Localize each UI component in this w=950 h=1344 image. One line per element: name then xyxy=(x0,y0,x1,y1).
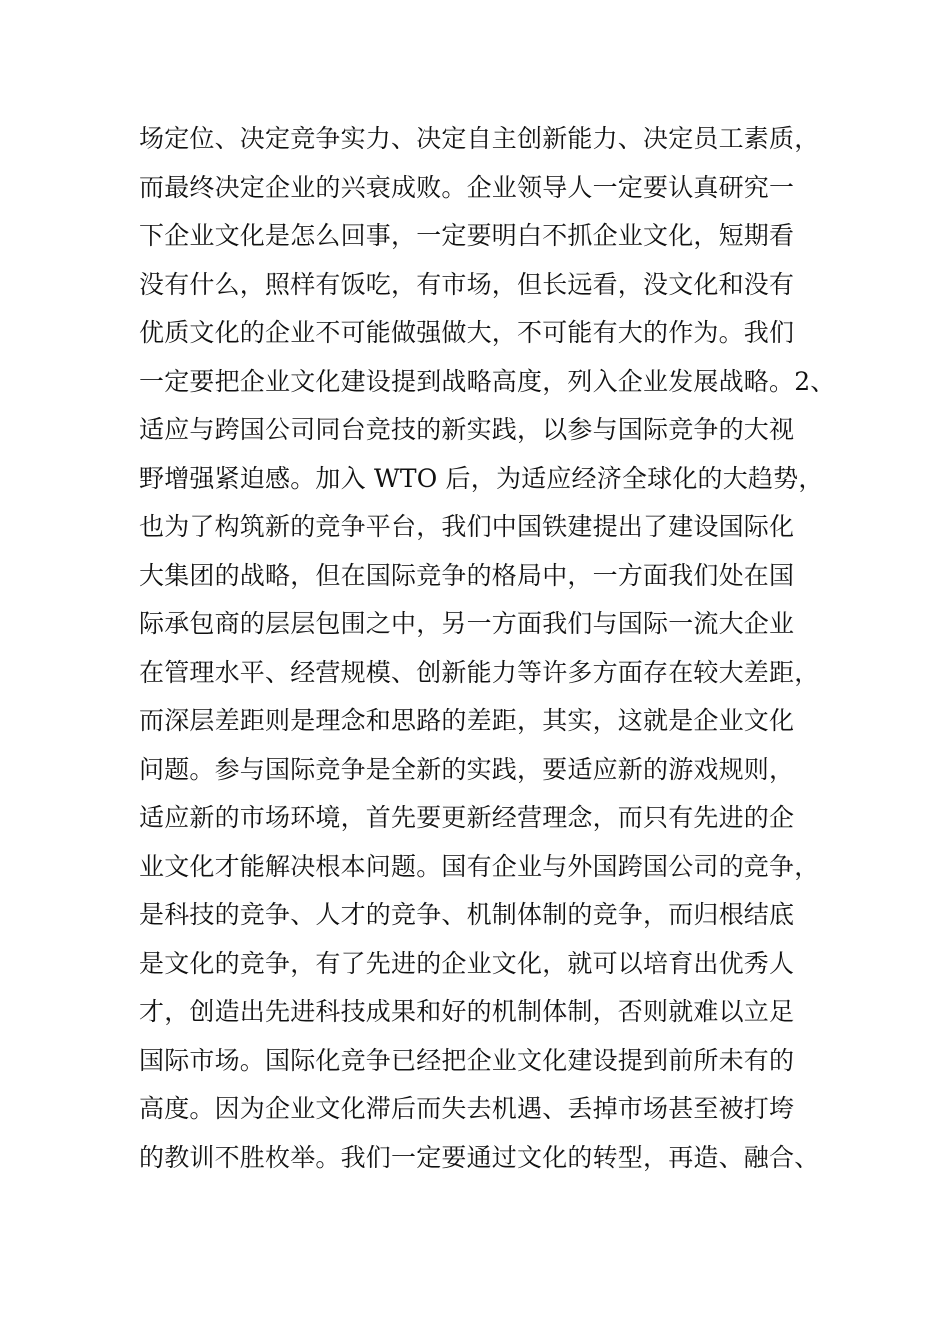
text-line: 业文化才能解决根本问题。国有企业与外国跨国公司的竞争， xyxy=(139,851,820,881)
text-line: 适应新的市场环境，首先要更新经营理念，而只有先进的企 xyxy=(139,803,795,832)
text-line: 没有什么，照样有饭吃，有市场，但长远看，没文化和没有 xyxy=(139,269,795,299)
text-line: 下企业文化是怎么回事，一定要明白不抓企业文化，短期看 xyxy=(139,221,795,250)
text-line: 也为了构筑新的竞争平台，我们中国铁建提出了建设国际化 xyxy=(139,512,795,541)
text-line: 际承包商的层层包围之中，另一方面我们与国际一流大企业 xyxy=(139,609,795,638)
text-line: 是文化的竞争，有了先进的企业文化，就可以培育出优秀人 xyxy=(139,948,795,978)
body-text xyxy=(139,115,839,1182)
text-line: 一定要把企业文化建设提到战略高度，列入企业发展战略。2、 xyxy=(139,366,836,396)
text-line: 高度。因为企业文化滞后而失去机遇、丢掉市场甚至被打垮 xyxy=(139,1094,795,1123)
text-line: 的教训不胜枚举。我们一定要通过文化的转型，再造、融合、 xyxy=(139,1142,820,1172)
text-line: 而最终决定企业的兴衰成败。企业领导人一定要认真研究一 xyxy=(139,172,795,202)
text-line: 大集团的战略，但在国际竞争的格局中，一方面我们处在国 xyxy=(139,560,795,590)
text-line: 国际市场。国际化竞争已经把企业文化建设提到前所未有的 xyxy=(139,1045,795,1075)
text-line: 适应与跨国公司同台竞技的新实践，以参与国际竞争的大视 xyxy=(139,415,795,444)
text-line: 问题。参与国际竞争是全新的实践，要适应新的游戏规则， xyxy=(139,754,795,784)
text-line: 才，创造出先进科技成果和好的机制体制，否则就难以立足 xyxy=(139,997,795,1026)
text-line: 在管理水平、经营规模、创新能力等许多方面存在较大差距， xyxy=(139,657,820,687)
text-line: 优质文化的企业不可能做强做大，不可能有大的作为。我们 xyxy=(139,318,795,347)
text-line: 场定位、决定竞争实力、决定自主创新能力、决定员工素质， xyxy=(139,124,820,153)
text-line: 而深层差距则是理念和思路的差距，其实，这就是企业文化 xyxy=(139,706,795,735)
text-line: 野增强紧迫感。加入 WTO 后，为适应经济全球化的大趋势， xyxy=(139,463,824,493)
text-line: 是科技的竞争、人才的竞争、机制体制的竞争，而归根结底 xyxy=(139,900,795,929)
